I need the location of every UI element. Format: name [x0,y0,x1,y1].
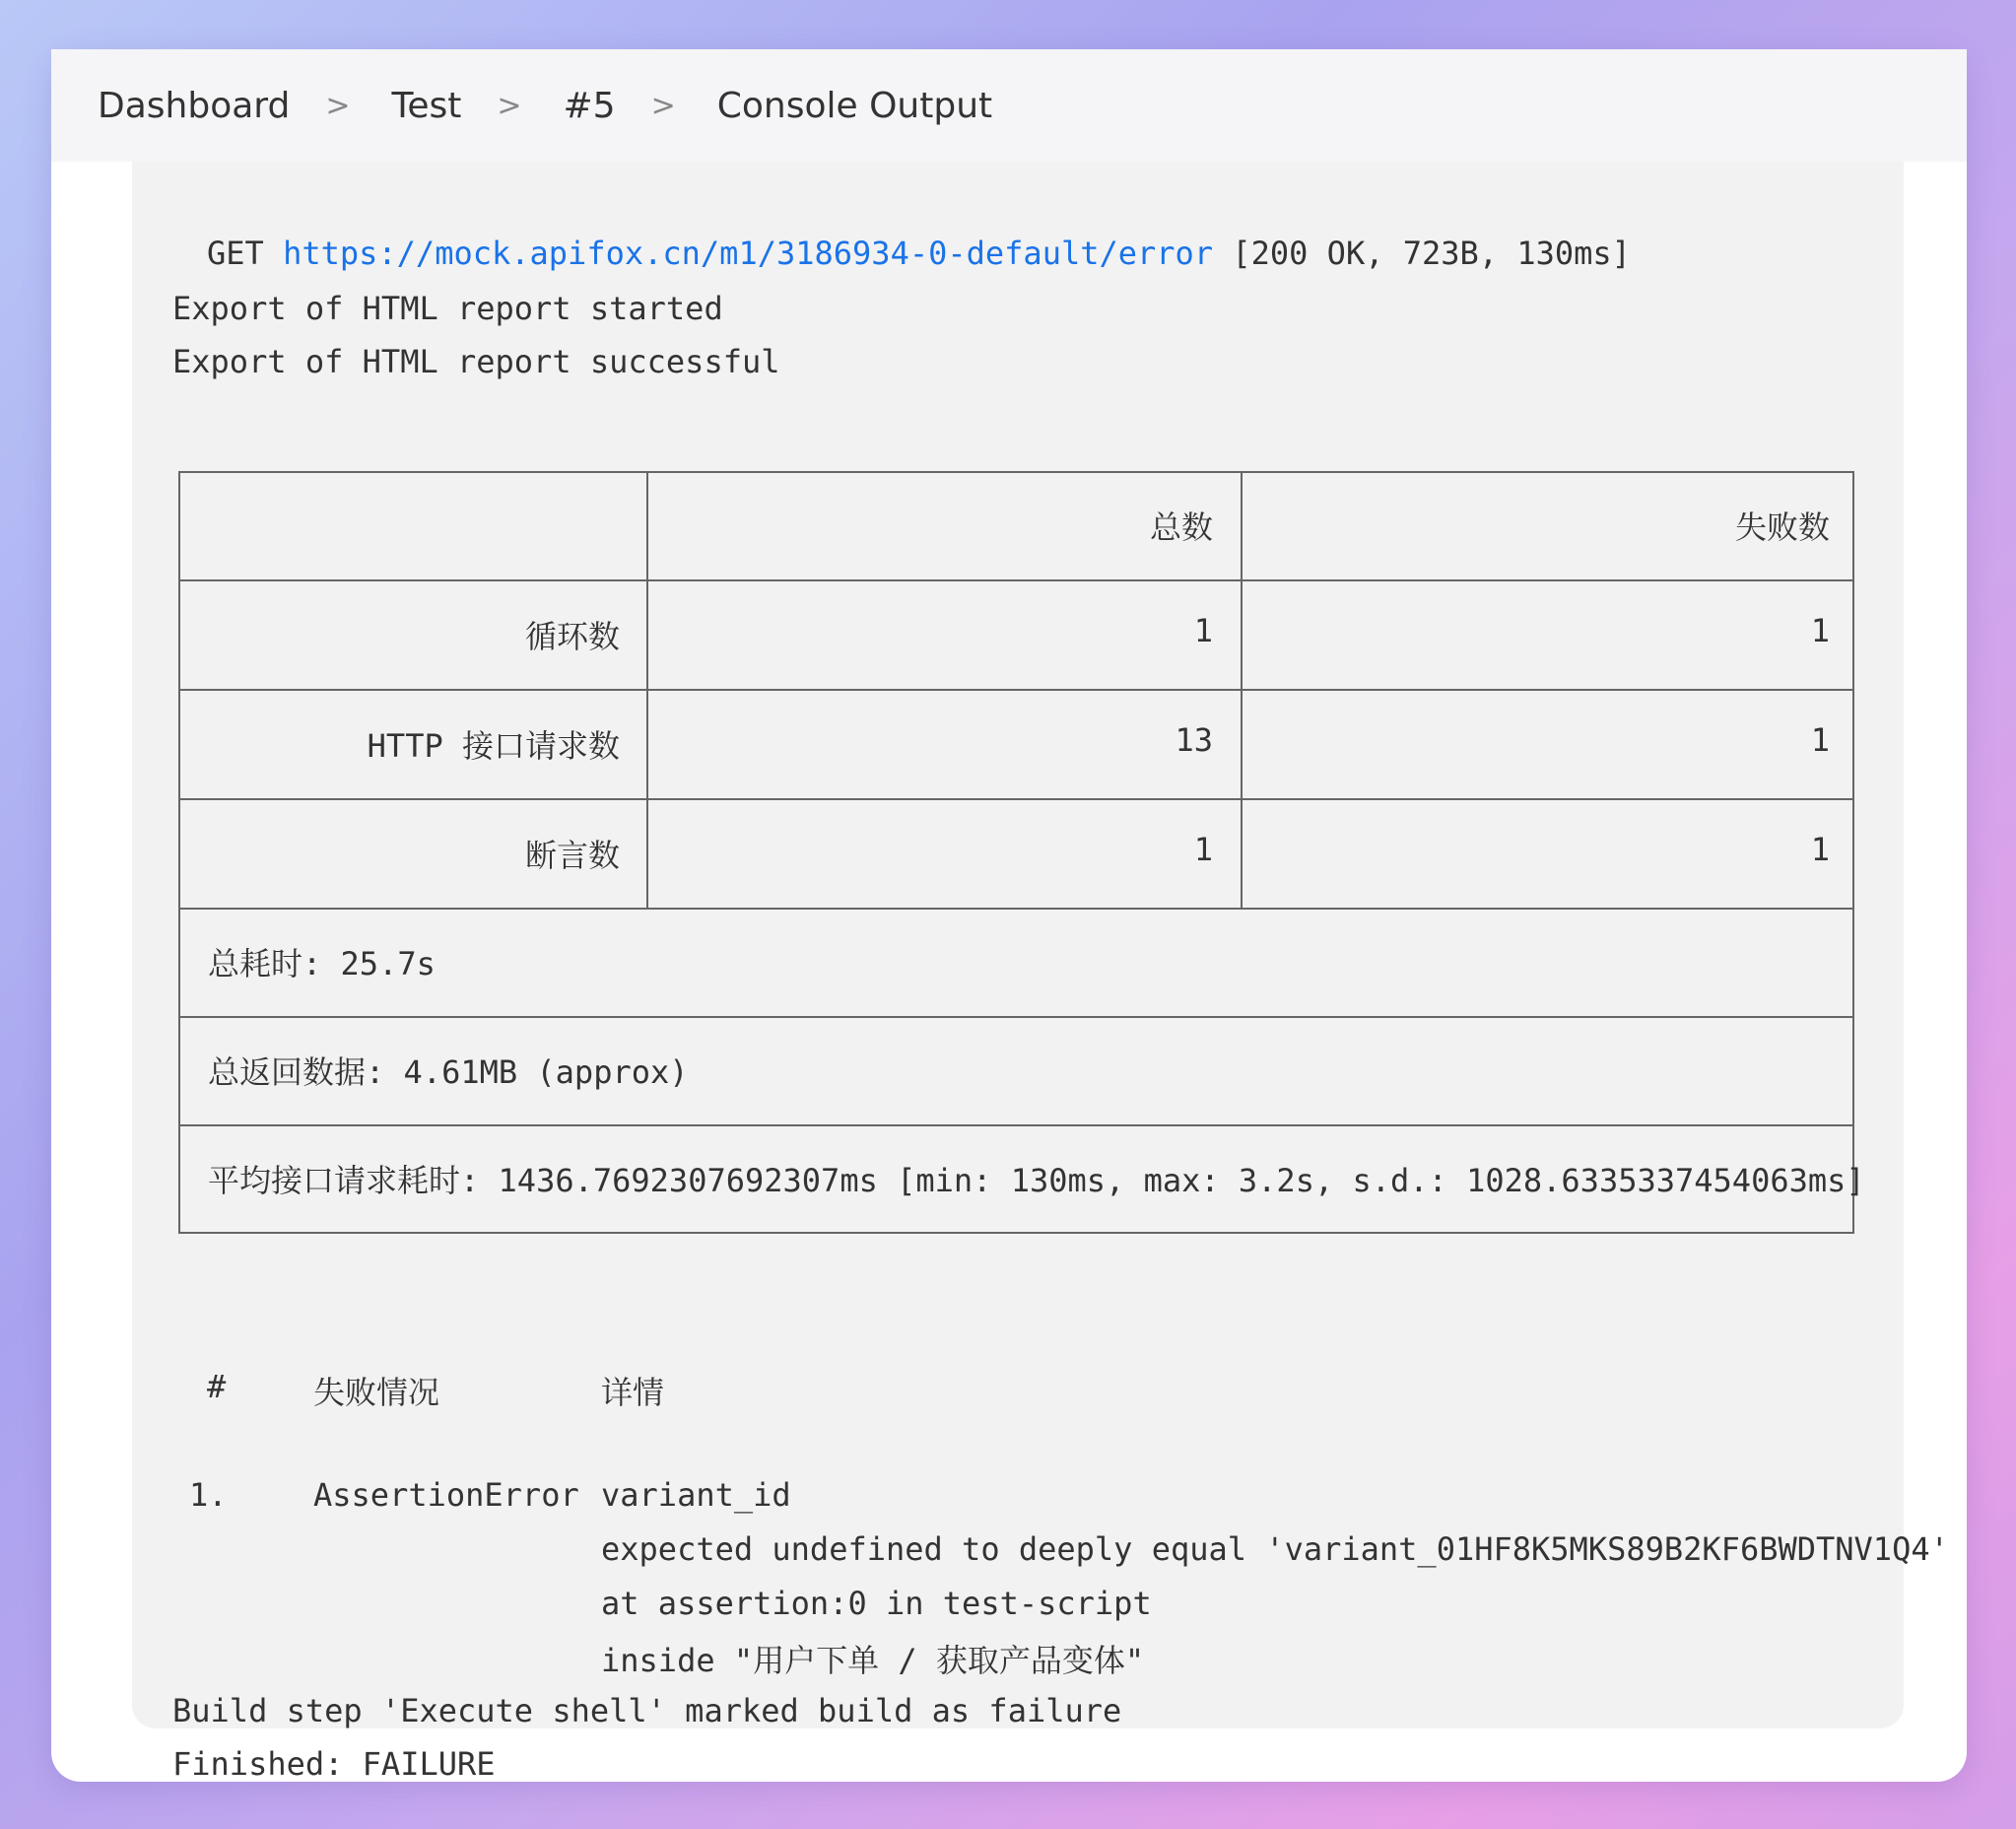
table-divider [646,473,648,908]
failure-detail-line: variant_id [601,1476,791,1514]
chevron-right-icon: > [325,88,351,123]
summary-total-time: 总耗时: 25.7s [208,945,436,982]
table-divider [180,798,1852,800]
summary-row-total: 1 [1193,612,1213,649]
summary-avg-time: 平均接口请求耗时: 1436.7692307692307ms [min: 130ms, max: 3.2s, s.d.: 1028.6335337454063ms] [208,1162,1865,1199]
summary-header-total: 总数 [1149,508,1213,546]
summary-row-total: 13 [1175,721,1213,759]
finished-status-line: Finished: FAILURE [172,1745,496,1783]
breadcrumb-console-output[interactable]: Console Output [716,85,993,126]
failure-type: AssertionError [313,1476,579,1514]
request-url-link[interactable]: https://mock.apifox.cn/m1/3186934-0-default/error [283,235,1214,272]
failure-index: 1. [189,1476,228,1514]
summary-row-failed: 1 [1810,612,1830,649]
failure-detail-line: inside "用户下单 / 获取产品变体" [601,1642,1145,1679]
table-divider [180,689,1852,691]
failure-detail-line: expected undefined to deeply equal 'variant_01HF8K5MKS89B2KF6BWDTNV1Q4' [601,1530,1949,1568]
summary-row-label: HTTP 接口请求数 [367,727,620,765]
failure-detail-line: at assertion:0 in test-script [601,1585,1152,1622]
summary-row-failed: 1 [1810,831,1830,868]
request-meta: [200 OK, 723B, 130ms] [1232,235,1631,272]
failures-header-details: 详情 [601,1374,665,1411]
table-divider [180,1124,1852,1126]
table-divider [180,908,1852,910]
export-success-line: Export of HTML report successful [172,343,780,380]
summary-header-failed: 失败数 [1734,508,1830,546]
table-divider [1241,473,1243,908]
chevron-right-icon: > [650,88,676,123]
breadcrumb-build[interactable]: #5 [563,85,616,126]
summary-table [178,471,1865,1234]
console-output [132,144,1949,1783]
summary-row-failed: 1 [1810,721,1830,759]
request-line [207,235,1631,272]
table-divider [180,1016,1852,1018]
failures-header-index: # [207,1368,227,1405]
summary-row-label: 断言数 [524,837,620,874]
breadcrumb [51,49,1967,162]
breadcrumb-dashboard[interactable]: Dashboard [98,85,291,126]
request-method: GET [207,235,264,272]
table-divider [180,579,1852,581]
chevron-right-icon: > [497,88,522,123]
breadcrumb-test[interactable]: Test [391,85,462,126]
failures-header-type: 失败情况 [313,1374,440,1411]
summary-row-label: 循环数 [524,618,620,655]
export-started-line: Export of HTML report started [172,290,723,327]
build-step-line: Build step 'Execute shell' marked build as failure [172,1692,1122,1729]
summary-row-total: 1 [1193,831,1213,868]
window-frame [51,49,1967,1782]
summary-total-data: 总返回数据: 4.61MB (approx) [208,1053,689,1091]
